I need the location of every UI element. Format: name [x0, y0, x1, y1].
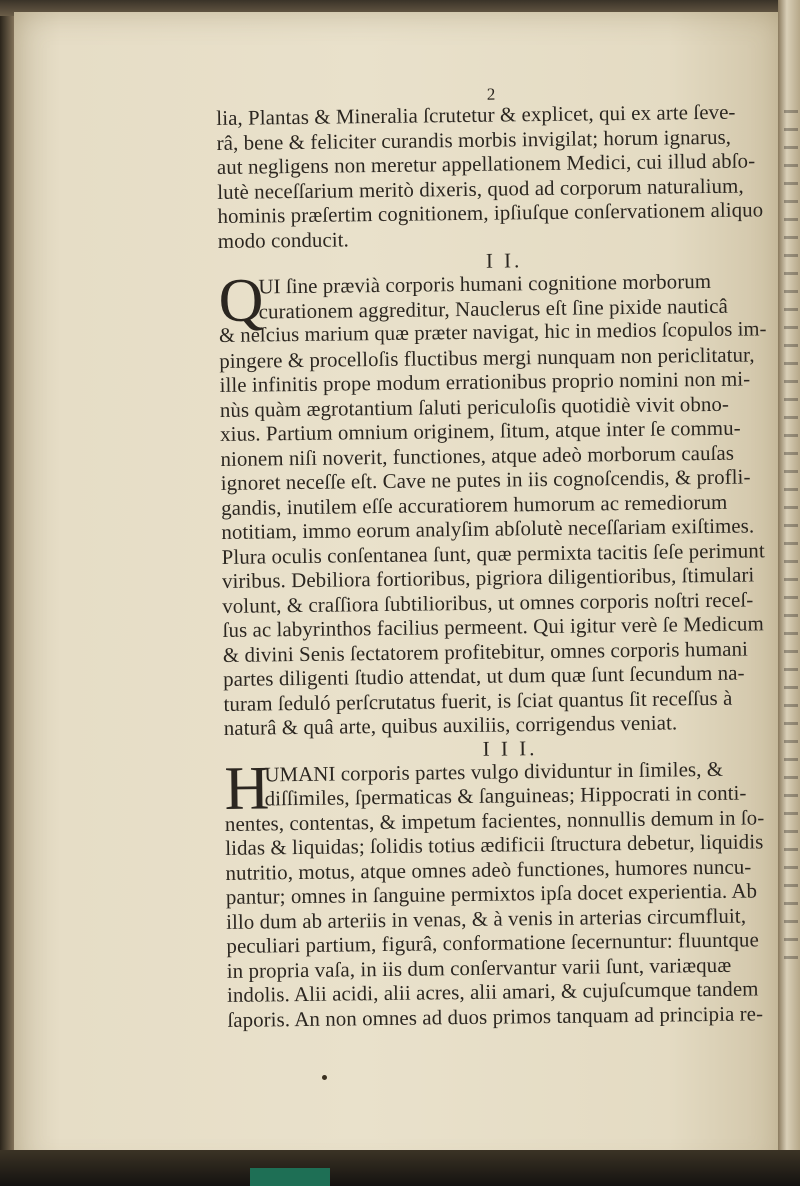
text-line: naturâ & quâ arte, quibus auxiliis, corrigendus veniat. — [223, 710, 678, 740]
text-line: nutritio, motus, atque omnes adeò functiones, humores nuncu- — [225, 854, 752, 885]
text-line: Plura oculis conſentanea ſunt, quæ permixta tacitis ſeſe perimunt — [221, 537, 765, 569]
text-line: ſaporis. An non omnes ad duos primos tanquam ad principia re- — [227, 1000, 764, 1032]
section-heading-iii: I I I. — [482, 735, 538, 761]
text-line: turam ſeduló perſcrutatus fuerit, is ſciat quantus ſit receſſus à — [223, 685, 733, 716]
text-line: ignoret neceſſe eſt. Cave ne putes in iis cognoſcendis, & profli- — [220, 464, 751, 495]
text-line: nùs quàm ægrotantium ſaluti periculoſis quotidiè vivit obno- — [219, 391, 730, 422]
text-line: nionem niſi noverit, functiones, atque adeò morborum cauſas — [220, 440, 735, 471]
text-line: aut negligens non meretur appellationem Medici, cui illud abſo- — [216, 148, 756, 179]
ribbon-marker — [250, 1168, 330, 1186]
text-line: modo conducit. — [217, 226, 350, 253]
text-line: in propria vaſa, in iis dum conſervantur varii ſunt, variæquæ — [226, 952, 732, 983]
page-number: 2 — [486, 84, 496, 104]
text-line: pingere & procelloſis fluctibus mergi nunquam non periclitatur, — [219, 341, 755, 373]
text-line: & divini Senis ſectatorem profitebitur, omnes corporis humani — [222, 636, 749, 667]
text-line: lidas & liquidas; ſolidis totius ædificii ſtructura debetur, liquidis — [225, 829, 764, 860]
intro-paragraph — [216, 99, 770, 253]
scan-bottom-edge — [0, 1150, 800, 1186]
text-line: illo dum ab arteriis in venas, & à venis in arterias circumfluit, — [226, 903, 747, 934]
text-line: gandis, inutilem eſſe accuratiorem humorum ac remediorum — [220, 489, 728, 520]
text-line: nentes, contentas, & impetum facientes, nonnullis demum in ſo- — [224, 804, 765, 836]
section-ii-paragraph — [218, 268, 776, 740]
text-line: UI ſine prævià corporis humani cognitione morborum — [258, 268, 712, 299]
text-line: ille infinitis prope modum errationibus proprio nomini non mi- — [219, 366, 751, 397]
text-line: diſſimiles, ſpermaticas & ſanguineas; Hippocrati in conti- — [264, 780, 747, 811]
ink-spot — [322, 1075, 327, 1080]
text-line: lia, Plantas & Mineralia ſcrutetur & explicet, qui ex arte ſeve- — [216, 99, 736, 130]
text-line: indolis. Alii acidi, alii acres, alii amari, & cujuſcumque tandem — [226, 976, 759, 1007]
text-line: partes diligenti ſtudio attendat, ut dum quæ ſunt ſecundum na- — [223, 660, 745, 691]
text-line: volunt, & craſſiora ſubtilioribus, ut omnes corporis noſtri receſ- — [222, 586, 754, 618]
drop-cap: Q — [218, 266, 264, 335]
text-line: UMANI corporis partes vulgo dividuntur in ſimiles, & — [264, 756, 724, 786]
page-text — [216, 83, 779, 1032]
text-line: râ, bene & feliciter curandis morbis invigilat; horum ignarus, — [216, 124, 732, 155]
text-line: hominis præſertim cognitionem, ipſiuſque conſervationem aliquo — [217, 197, 764, 228]
text-line: lutè neceſſarium meritò dixeris, quod ad corporum naturalium, — [217, 173, 744, 204]
text-line: peculiari partium, figurâ, conformatione ſecernuntur: fluuntque — [226, 927, 759, 958]
text-line: xius. Partium omnium originem, ſitum, atque inter ſe commu- — [220, 415, 741, 446]
facing-page-edge — [778, 0, 800, 1186]
section-iii-paragraph — [224, 753, 779, 1032]
text-line: ſus ac labyrinthos facilius permeent. Qui igitur verè ſe Medicum — [222, 611, 764, 642]
text-line: pantur; omnes in ſanguine permixtos ipſa docet experientia. Ab — [225, 878, 758, 909]
section-heading-ii: I I. — [485, 248, 523, 273]
text-line: viribus. Debiliora fortioribus, pigriora diligentioribus, ſtimulari — [221, 562, 755, 593]
text-line: notitiam, immo eorum analyſim abſolutè neceſſariam exiſtimes. — [221, 513, 755, 544]
drop-cap: H — [224, 753, 270, 823]
text-line: curationem aggreditur, Nauclerus eſt ſine pixide nauticâ — [258, 293, 728, 323]
text-line: & neſcius marium quæ præter navigat, hic in medios ſcopulos im- — [218, 318, 767, 347]
bleed-through-text — [784, 110, 798, 970]
